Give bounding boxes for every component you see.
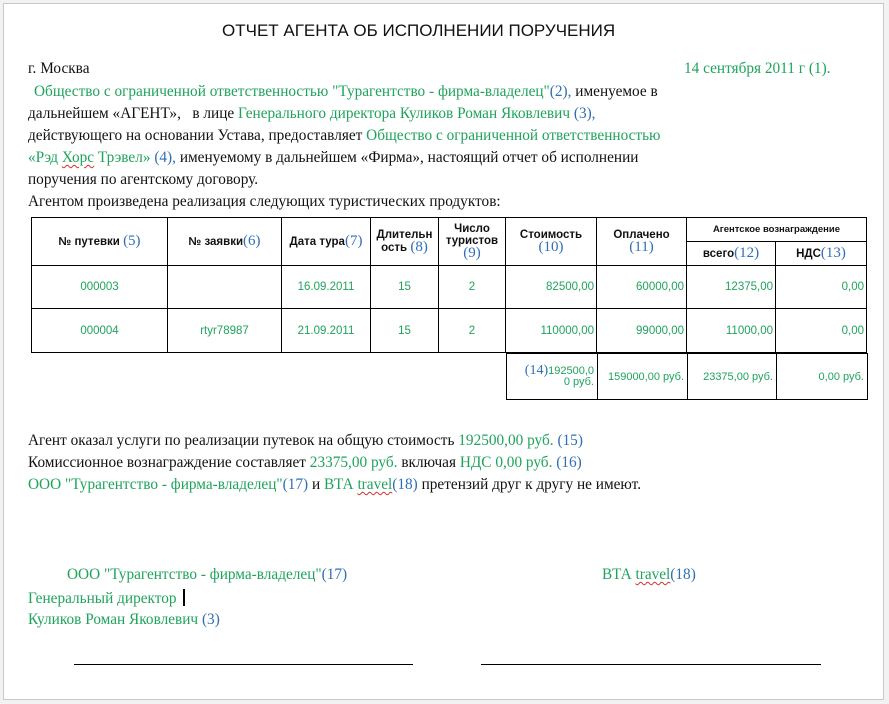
signature-line-right bbox=[481, 664, 821, 665]
header-paid: Оплачено (11) bbox=[597, 218, 687, 266]
firm-name-part-3: Хорс bbox=[61, 149, 95, 166]
header-fee-vat: НДС(13) bbox=[776, 242, 867, 266]
cell-fee: 11000,00 bbox=[687, 309, 776, 353]
paragraph-line-1 bbox=[34, 83, 658, 101]
total-cost-value: 192500,00 руб. bbox=[458, 432, 554, 449]
header-date: Дата тура(7) bbox=[282, 218, 371, 266]
agent-name: Общество с ограниченной ответственностью "Турагентство - фирма-владелец" bbox=[34, 83, 550, 100]
text-fragment: именуемому в дальнейшем «Фирма», настоящий отчет об исполнении bbox=[179, 149, 639, 166]
agent-short-name: ООО "Турагентство - фирма-владелец" bbox=[28, 476, 283, 493]
header-voucher: № путевки (5) bbox=[32, 218, 168, 266]
cell-vat: 0,00 bbox=[776, 266, 867, 309]
marker-14: (14) bbox=[524, 363, 549, 378]
marker-16: (16) bbox=[556, 454, 582, 471]
signature-line-left bbox=[74, 664, 413, 665]
firm-name-part-1: Общество с ограниченной ответственностью bbox=[366, 127, 661, 144]
cell-voucher: 000003 bbox=[32, 266, 168, 309]
cell-tourists: 2 bbox=[439, 266, 506, 309]
header-cost: Стоимость (10) bbox=[506, 218, 597, 266]
city: г. Москва bbox=[28, 60, 90, 77]
marker-2: (2), bbox=[549, 83, 572, 100]
cell-date: 16.09.2011 bbox=[282, 266, 371, 309]
paragraph-line-4 bbox=[28, 149, 638, 167]
table-row bbox=[32, 266, 867, 309]
total-fee: 23375,00 руб. bbox=[688, 354, 777, 400]
marker-4: (4), bbox=[154, 149, 176, 166]
firm-name-part-4: Трэвел» bbox=[97, 149, 151, 166]
document-page bbox=[3, 3, 884, 700]
cell-duration: 15 bbox=[371, 266, 439, 309]
header-fee-total: всего(12) bbox=[687, 242, 776, 266]
header-order: № заявки(6) bbox=[168, 218, 282, 266]
cell-fee: 12375,00 bbox=[687, 266, 776, 309]
total-vat: 0,00 руб. bbox=[777, 354, 868, 400]
cell-order bbox=[168, 266, 282, 309]
cell-duration: 15 bbox=[371, 309, 439, 353]
cell-date: 21.09.2011 bbox=[282, 309, 371, 353]
commission-value: 23375,00 руб. bbox=[309, 454, 398, 471]
vat-value: НДС 0,00 руб. bbox=[459, 454, 553, 471]
document-date: 14 сентября 2011 г (1). bbox=[684, 60, 831, 77]
marker-15: (15) bbox=[557, 432, 583, 449]
paragraph-line-3 bbox=[28, 127, 660, 145]
sign-left-org: ООО "Турагентство - фирма-владелец"(17) bbox=[67, 566, 348, 583]
products-table bbox=[31, 217, 867, 353]
totals-table bbox=[506, 353, 868, 400]
cell-voucher: 000004 bbox=[32, 309, 168, 353]
cell-cost: 82500,00 bbox=[506, 266, 597, 309]
paragraph-line-5: поручения по агентскому договору. bbox=[28, 171, 259, 188]
summary-line-2: Комиссионное вознаграждение составляет 23375,00 руб. включая НДС 0,00 руб. (16) bbox=[28, 454, 582, 471]
text-fragment: действующего на основании Устава, предоставляет bbox=[28, 127, 363, 144]
table-intro: Агентом произведена реализация следующих туристических продуктов: bbox=[28, 193, 501, 210]
sign-left-name: Куликов Роман Яковлевич (3) bbox=[28, 611, 220, 628]
sign-right-org: ВТА travel(18) bbox=[602, 566, 696, 583]
cell-tourists: 2 bbox=[439, 309, 506, 353]
cell-paid: 99000,00 bbox=[597, 309, 687, 353]
sign-left-position[interactable]: Генеральный директор bbox=[28, 589, 185, 608]
text-fragment: дальнейшем «АГЕНТ», в лице bbox=[28, 105, 235, 122]
summary-line-1: Агент оказал услуги по реализации путевок на общую стоимость 192500,00 руб. (15) bbox=[28, 432, 583, 449]
cell-order: rtyr78987 bbox=[168, 309, 282, 353]
total-paid: 159000,00 руб. bbox=[598, 354, 688, 400]
header-duration: Длительн ость (8) bbox=[371, 218, 439, 266]
director-name: Генерального директора Куликов Роман Яковлевич bbox=[238, 105, 571, 122]
total-cost: (14)192500,0 0 руб. bbox=[507, 354, 598, 400]
firm-name-part-2: «Рэд bbox=[28, 149, 59, 166]
text-fragment: именуемое в bbox=[575, 83, 658, 100]
cell-cost: 110000,00 bbox=[506, 309, 597, 353]
paragraph-line-2 bbox=[28, 105, 596, 123]
document-title: ОТЧЕТ АГЕНТА ОБ ИСПОЛНЕНИИ ПОРУЧЕНИЯ bbox=[222, 21, 616, 40]
cell-paid: 60000,00 bbox=[597, 266, 687, 309]
cell-vat: 0,00 bbox=[776, 309, 867, 353]
text-cursor bbox=[183, 589, 185, 606]
travel-word: travel bbox=[357, 476, 393, 493]
header-agent-fee: Агентское вознаграждение bbox=[687, 218, 867, 242]
marker-3: (3), bbox=[573, 105, 596, 122]
table-row bbox=[32, 309, 867, 353]
header-tourists: Число туристов (9) bbox=[439, 218, 506, 266]
summary-line-3: ООО "Турагентство - фирма-владелец"(17) и ВТА travel(18) претензий друг к другу не имеют. bbox=[28, 476, 642, 493]
